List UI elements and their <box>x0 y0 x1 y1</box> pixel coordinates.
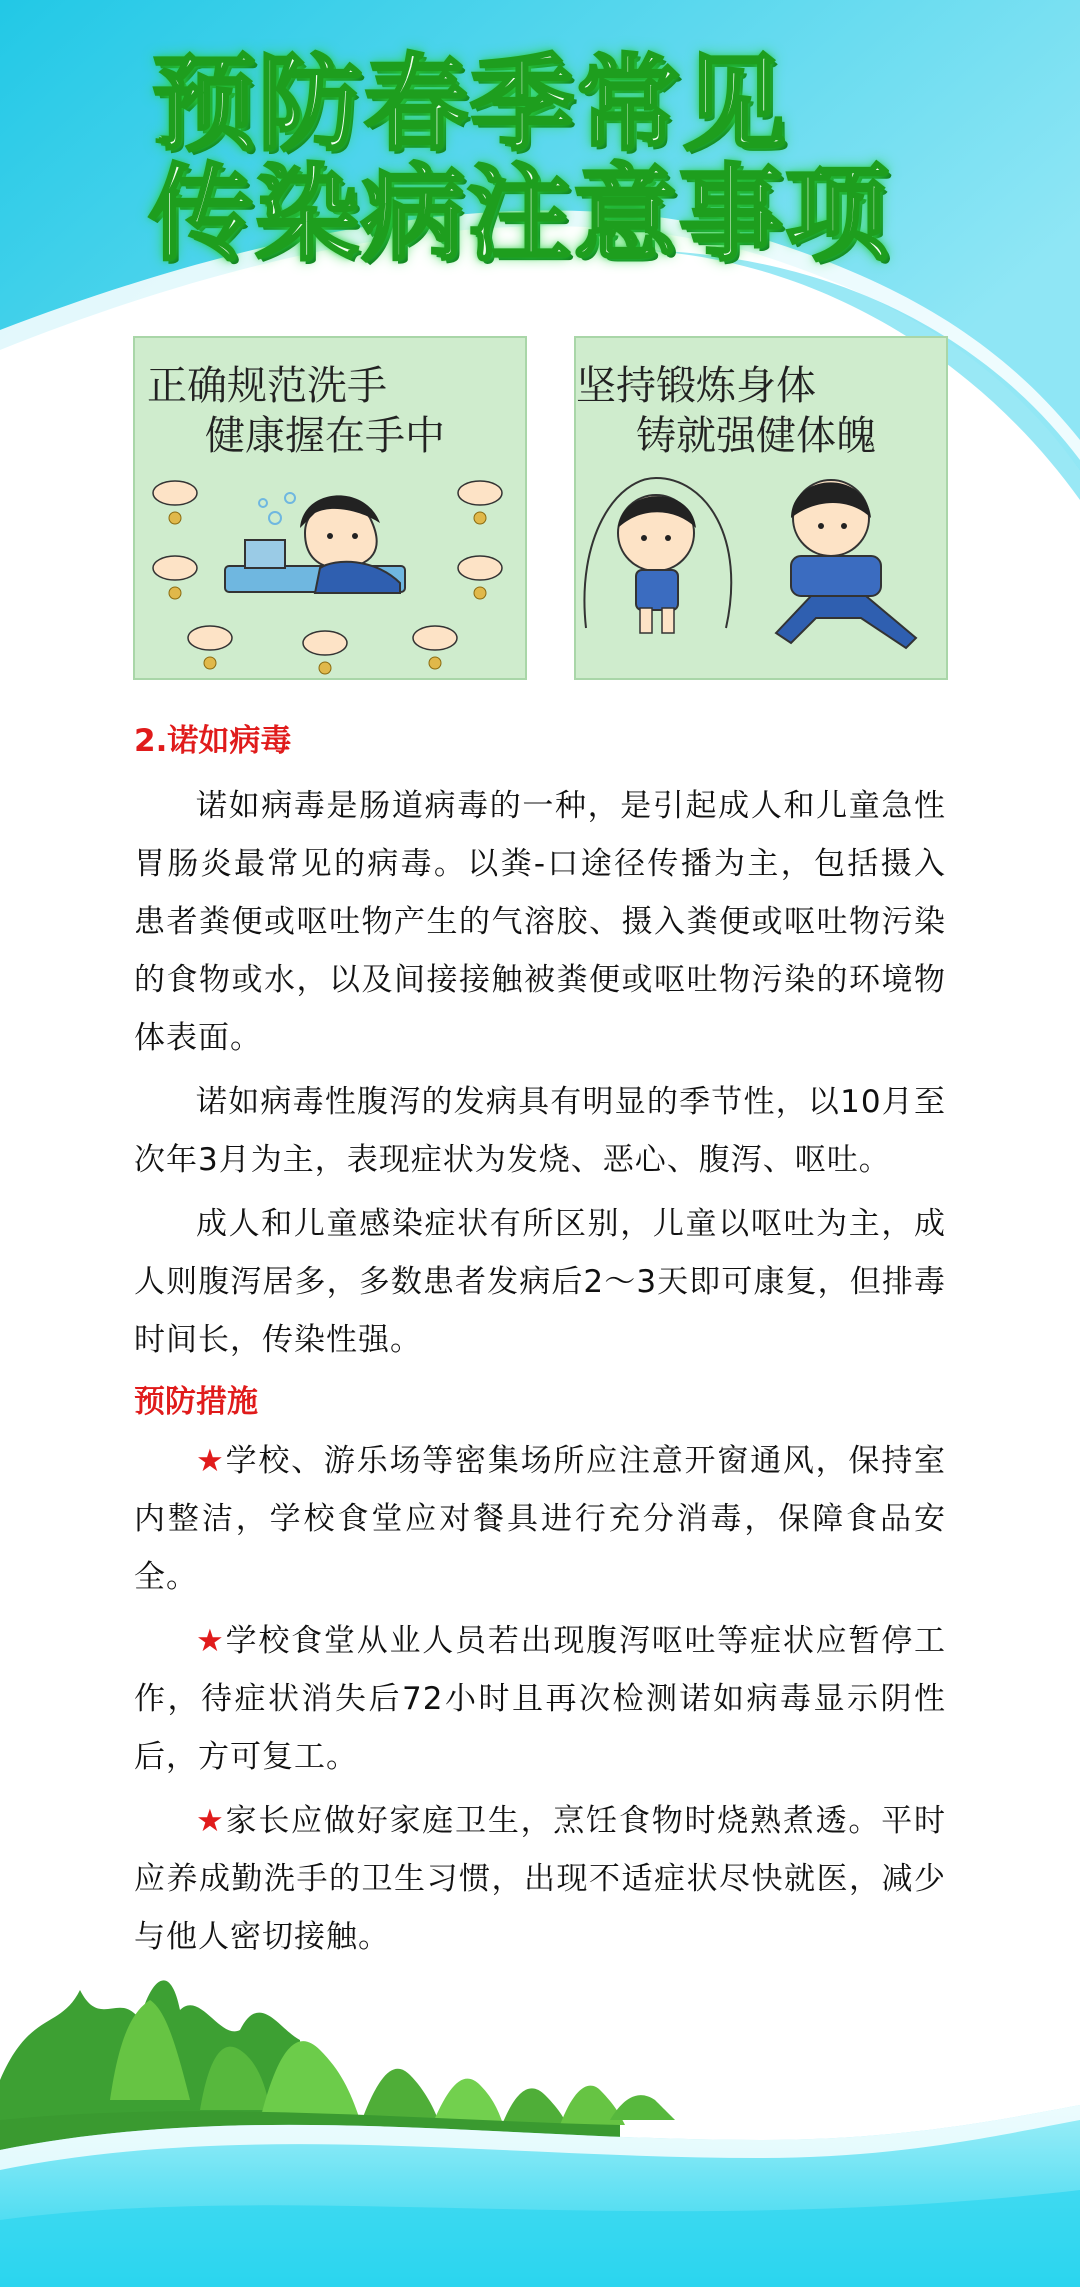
star-icon: ★ <box>196 1623 226 1659</box>
bullet-text: 学校食堂从业人员若出现腹泻呕吐等症状应暂停工作，待症状消失后72小时且再次检测诺如病毒显示阴性后，方可复工。 <box>134 1623 946 1775</box>
bullet-item <box>134 1612 946 1786</box>
bullet-item <box>134 1432 946 1606</box>
exercise-illustration-icon <box>576 458 946 678</box>
section-heading-norovirus: 2.诺如病毒 <box>134 723 292 759</box>
panel2-caption-line2: 铸就强健体魄 <box>636 413 876 459</box>
panel1-caption-line2: 健康握在手中 <box>205 413 445 459</box>
bullet-text: 学校、游乐场等密集场所应注意开窗通风，保持室内整洁，学校食堂应对餐具进行充分消毒，保障食品安全。 <box>134 1443 946 1595</box>
star-icon: ★ <box>196 1803 226 1839</box>
handwashing-panel <box>133 336 527 680</box>
section-heading-prevention: 预防措施 <box>134 1384 258 1420</box>
star-icon: ★ <box>196 1443 226 1479</box>
paragraph: 成人和儿童感染症状有所区别，儿童以呕吐为主，成人则腹泻居多，多数患者发病后2～3天即可康复，但排毒时间长，传染性强。 <box>134 1206 946 1358</box>
paragraph: 诺如病毒是肠道病毒的一种，是引起成人和儿童急性胃肠炎最常见的病毒。以粪-口途径传播为主，包括摄入患者粪便或呕吐物产生的气溶胶、摄入粪便或呕吐物污染的食物或水，以及间接接触被粪便或呕吐物污染的环境物体表面。 <box>134 788 946 1056</box>
bullet-text: 家长应做好家庭卫生，烹饪食物时烧熟煮透。平时应养成勤洗手的卫生习惯，出现不适症状尽快就医，减少与他人密切接触。 <box>134 1803 946 1955</box>
poster-title-line1: 预防春季常见 <box>151 43 788 165</box>
panel2-caption-line1: 坚持锻炼身体 <box>576 363 816 409</box>
poster-title-line2: 传染病注意事项 <box>148 153 891 275</box>
paragraph: 诺如病毒性腹泻的发病具有明显的季节性，以10月至次年3月为主，表现症状为发烧、恶心、腹泻、呕吐。 <box>134 1084 946 1178</box>
article-content <box>134 723 946 1966</box>
exercise-panel <box>574 336 948 680</box>
panel1-caption-line1: 正确规范洗手 <box>147 363 387 409</box>
bullet-item <box>134 1792 946 1966</box>
handwashing-illustration-icon <box>135 458 525 678</box>
